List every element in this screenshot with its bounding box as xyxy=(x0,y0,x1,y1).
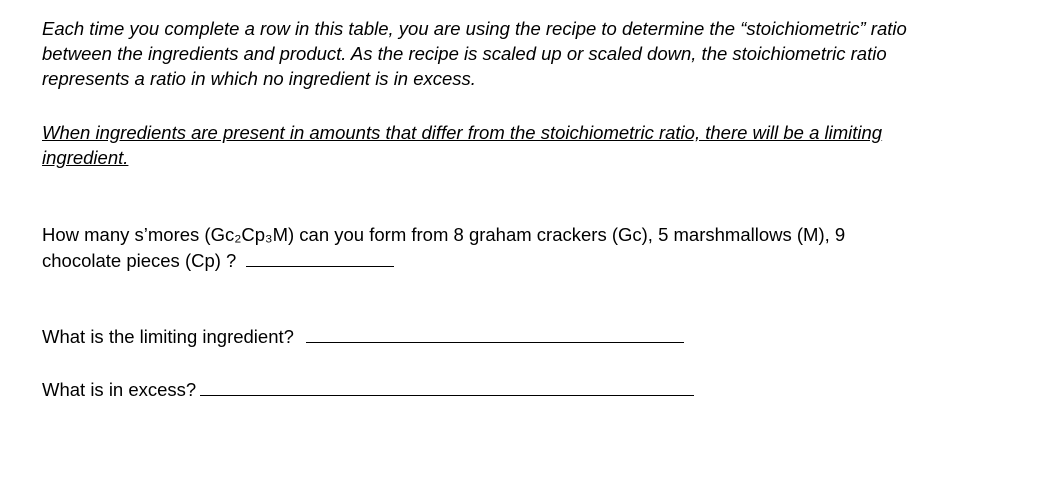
question-limiting-ingredient xyxy=(42,324,684,350)
intro-line: between the ingredients and product. As the recipe is scaled up or scaled down, the stoichiometric ratio xyxy=(42,43,887,64)
question-line: How many s’mores (Gc₂Cp₃M) can you form from 8 graham crackers (Gc), 5 marshmallows (M), 9 xyxy=(42,224,846,245)
statement-line: ingredient. xyxy=(42,147,129,168)
intro-line: Each time you complete a row in this table, you are using the recipe to determine the “stoichiometric” ratio xyxy=(42,18,907,39)
answer-blank-excess[interactable] xyxy=(200,377,694,396)
question-excess xyxy=(42,377,694,403)
answer-blank-smores[interactable] xyxy=(246,248,394,267)
question-smores-count xyxy=(42,222,845,274)
question-text: What is the limiting ingredient? xyxy=(42,326,294,347)
question-text: What is in excess? xyxy=(42,379,197,400)
limiting-ingredient-statement xyxy=(42,120,1042,170)
statement-line: When ingredients are present in amounts that differ from the stoichiometric ratio, there will be a limiting xyxy=(42,122,883,143)
question-line xyxy=(42,248,845,274)
answer-blank-limiting[interactable] xyxy=(306,324,684,343)
intro-paragraph xyxy=(42,16,1042,91)
question-line-text: chocolate pieces (Cp) ? xyxy=(42,250,237,271)
intro-line: represents a ratio in which no ingredient is in excess. xyxy=(42,68,476,89)
